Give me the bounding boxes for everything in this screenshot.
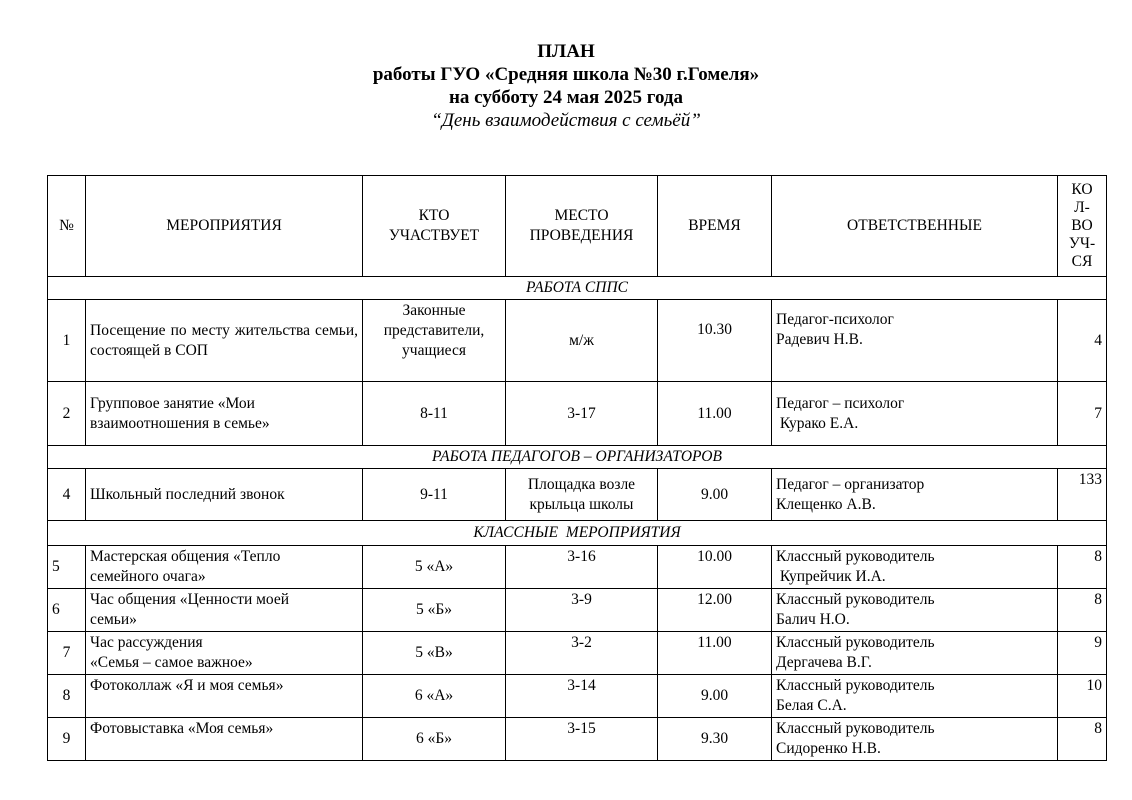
- row-time: 11.00: [658, 382, 772, 446]
- row-participants: 5 «А»: [363, 546, 506, 589]
- row-responsible: Классный руководитель Дергачева В.Г.: [772, 632, 1058, 675]
- row-place: 3-17: [506, 382, 658, 446]
- row-event: Посещение по месту жительства семьи, состоящей в СОП: [86, 300, 363, 382]
- row-num: 4: [48, 469, 86, 521]
- row-place: 3-14: [506, 675, 658, 718]
- row-num: 8: [48, 675, 86, 718]
- row-count: 7: [1058, 382, 1107, 446]
- row-count: 8: [1058, 546, 1107, 589]
- section-organizers: РАБОТА ПЕДАГОГОВ – ОРГАНИЗАТОРОВ: [48, 446, 1107, 469]
- row-participants: 9-11: [363, 469, 506, 521]
- table-row: [48, 469, 1107, 521]
- row-responsible: Педагог – организатор Клещенко А.В.: [772, 469, 1058, 521]
- row-event: Фотовыставка «Моя семья»: [86, 718, 363, 761]
- row-responsible: Классный руководитель Сидоренко Н.В.: [772, 718, 1058, 761]
- row-time: 12.00: [658, 589, 772, 632]
- row-place: 3-9: [506, 589, 658, 632]
- row-time: 10.30: [658, 300, 772, 382]
- row-time: 11.00: [658, 632, 772, 675]
- row-time: 10.00: [658, 546, 772, 589]
- section-row: [48, 521, 1107, 546]
- col-participants-header: КТО УЧАСТВУЕТ: [363, 176, 506, 277]
- col-responsible-header: ОТВЕТСТВЕННЫЕ: [772, 176, 1058, 277]
- row-participants: 6 «Б»: [363, 718, 506, 761]
- row-num: 5: [48, 546, 86, 589]
- row-count: 4: [1058, 300, 1107, 382]
- row-place: 3-15: [506, 718, 658, 761]
- table-row: [48, 546, 1107, 589]
- row-count: 9: [1058, 632, 1107, 675]
- row-time: 9.00: [658, 675, 772, 718]
- row-place: Площадка возле крыльца школы: [506, 469, 658, 521]
- row-responsible: Педагог-психолог Радевич Н.В.: [772, 300, 1058, 382]
- row-participants: 5 «В»: [363, 632, 506, 675]
- row-participants: 8-11: [363, 382, 506, 446]
- col-place-header: МЕСТО ПРОВЕДЕНИЯ: [506, 176, 658, 277]
- date-line: на субботу 24 мая 2025 года: [448, 87, 684, 108]
- row-count: 10: [1058, 675, 1107, 718]
- table-row: [48, 589, 1107, 632]
- row-place: 3-16: [506, 546, 658, 589]
- table-row: [48, 632, 1107, 675]
- plan-title: ПЛАН: [537, 41, 595, 62]
- row-participants: Законные представители, учащиеся: [363, 300, 506, 382]
- row-count: 8: [1058, 718, 1107, 761]
- row-responsible: Педагог – психолог Курако Е.А.: [772, 382, 1058, 446]
- day-subtitle: “День взаимодействия с семьёй”: [431, 110, 701, 131]
- section-spps: РАБОТА СППС: [48, 277, 1107, 300]
- row-place: 3-2: [506, 632, 658, 675]
- col-num-header: №: [48, 176, 86, 277]
- row-num: 1: [48, 300, 86, 382]
- row-event: Час общения «Ценности моей семьи»: [86, 589, 363, 632]
- row-time: 9.30: [658, 718, 772, 761]
- school-line: работы ГУО «Средняя школа №30 г.Гомеля»: [372, 64, 760, 85]
- row-participants: 6 «А»: [363, 675, 506, 718]
- row-event: Школьный последний звонок: [86, 469, 363, 521]
- row-num: 2: [48, 382, 86, 446]
- col-time-header: ВРЕМЯ: [658, 176, 772, 277]
- row-num: 7: [48, 632, 86, 675]
- table-row: [48, 382, 1107, 446]
- row-responsible: Классный руководитель Балич Н.О.: [772, 589, 1058, 632]
- row-event: Час рассуждения «Семья – самое важное»: [86, 632, 363, 675]
- col-events-header: МЕРОПРИЯТИЯ: [86, 176, 363, 277]
- row-responsible: Классный руководитель Белая С.А.: [772, 675, 1058, 718]
- row-count: 8: [1058, 589, 1107, 632]
- row-count: 133: [1058, 469, 1107, 521]
- section-row: [48, 277, 1107, 300]
- row-event: Фотоколлаж «Я и моя семья»: [86, 675, 363, 718]
- row-event: Групповое занятие «Мои взаимоотношения в семье»: [86, 382, 363, 446]
- plan-table: [47, 175, 1107, 761]
- row-num: 9: [48, 718, 86, 761]
- row-place: м/ж: [506, 300, 658, 382]
- section-row: [48, 446, 1107, 469]
- document-header: [0, 40, 1132, 132]
- table-header-row: [48, 176, 1107, 277]
- row-num: 6: [48, 589, 86, 632]
- table-row: [48, 300, 1107, 382]
- row-time: 9.00: [658, 469, 772, 521]
- table-row: [48, 718, 1107, 761]
- row-participants: 5 «Б»: [363, 589, 506, 632]
- table-row: [48, 675, 1107, 718]
- section-class: КЛАССНЫЕ МЕРОПРИЯТИЯ: [48, 521, 1107, 546]
- col-count-header: КО Л- ВО УЧ- СЯ: [1058, 176, 1107, 277]
- row-event: Мастерская общения «Тепло семейного очага»: [86, 546, 363, 589]
- row-responsible: Классный руководитель Купрейчик И.А.: [772, 546, 1058, 589]
